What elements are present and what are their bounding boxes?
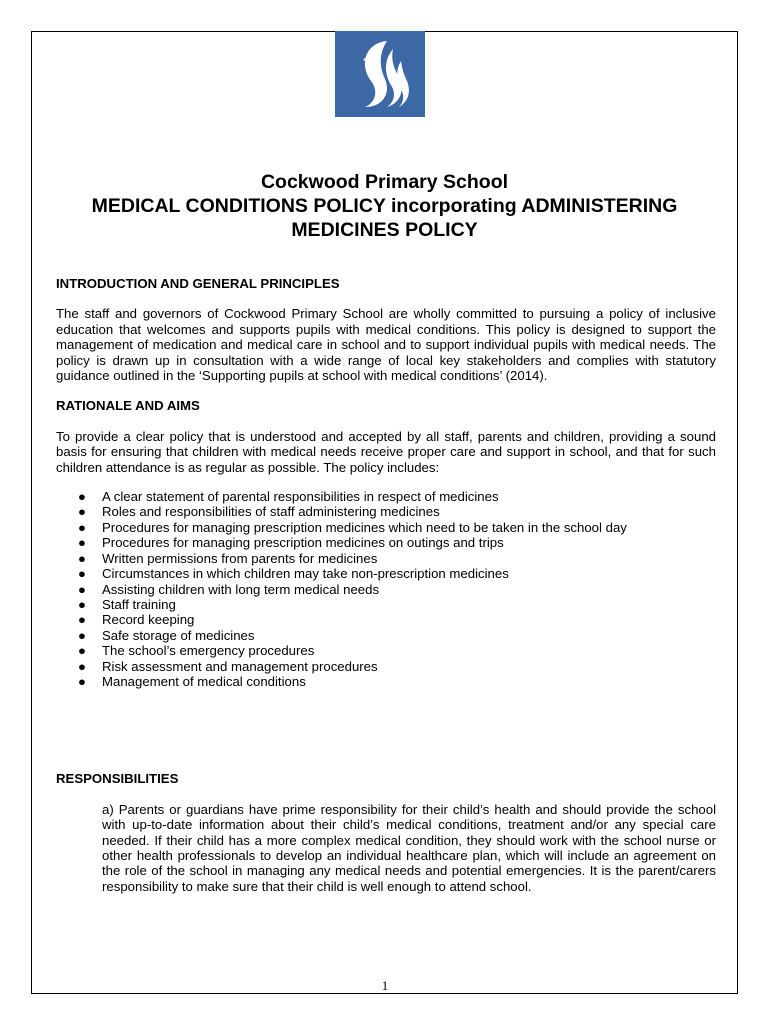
list-item-text: Roles and responsibilities of staff administering medicines: [102, 504, 440, 520]
rationale-paragraph: To provide a clear policy that is understood and accepted by all staff, parents and children, providing a sound basis for ensuring that children with medical needs receive proper care and support in school, and that for such children attendance is as regular as possible. The policy includes:: [56, 428, 716, 475]
list-item-text: Risk assessment and management procedures: [102, 658, 378, 674]
rationale-heading: RATIONALE AND AIMS: [56, 398, 200, 414]
bullet-icon: ●: [78, 612, 86, 628]
list-item: [78, 551, 716, 566]
bullet-icon: ●: [78, 550, 86, 566]
bullet-icon: ●: [78, 519, 86, 535]
title-policy-line2: MEDICINES POLICY: [291, 219, 478, 241]
list-item: [78, 674, 716, 689]
list-item: [78, 628, 716, 643]
list-item-text: Procedures for managing prescription medicines which need to be taken in the school day: [102, 519, 627, 535]
list-item-text: Management of medical conditions: [102, 673, 306, 689]
bullet-icon: ●: [78, 504, 86, 520]
list-item: [78, 582, 716, 597]
list-item-text: Assisting children with long term medical needs: [102, 581, 380, 597]
bullet-icon: ●: [78, 581, 86, 597]
bullet-icon: ●: [78, 673, 86, 689]
bullet-icon: ●: [78, 643, 86, 659]
intro-heading: INTRODUCTION AND GENERAL PRINCIPLES: [56, 276, 340, 291]
document-body: [56, 276, 716, 894]
bullet-icon: ●: [78, 658, 86, 674]
bullet-icon: ●: [78, 627, 86, 643]
responsibility-item-a: a) Parents or guardians have prime responsibility for their child’s health and should provide the school with up-to-date information about their child’s medical conditions, treatment and/or any special care needed. If their child has a more complex medical condition, they should work with the school nurse or other health professionals to develop an individual healthcare plan, which will include an agreement on the role of the school in managing any medical needs and potential emergencies. It is the parent/carers responsibility to make sure that their child is well enough to attend school.: [102, 801, 716, 894]
list-item-text: The school’s emergency procedures: [102, 643, 315, 659]
school-logo: [335, 31, 425, 117]
list-item-text: Staff training: [102, 596, 176, 612]
list-item: [78, 612, 716, 627]
list-item: [78, 643, 716, 658]
responsibilities-heading: RESPONSIBILITIES: [56, 771, 179, 787]
list-item-text: Safe storage of medicines: [102, 627, 255, 643]
list-item-text: Circumstances in which children may take non-prescription medicines: [102, 566, 509, 582]
bullet-icon: ●: [78, 596, 86, 612]
swan-logo-icon: [335, 31, 425, 117]
list-item-text: Written permissions from parents for medicines: [102, 550, 378, 566]
title-school-name: Cockwood Primary School: [260, 171, 509, 193]
bullet-icon: ●: [78, 535, 86, 551]
list-item-text: Record keeping: [102, 612, 195, 628]
bullet-icon: ●: [78, 489, 86, 505]
title-policy-line1: MEDICAL CONDITIONS POLICY incorporating ADMINISTERING: [91, 195, 678, 217]
list-item-text: Procedures for managing prescription medicines on outings and trips: [102, 535, 504, 551]
list-item: [78, 597, 716, 612]
list-item: [78, 504, 716, 519]
list-item-text: A clear statement of parental responsibilities in respect of medicines: [102, 489, 499, 505]
list-item: [78, 520, 716, 535]
list-item: [78, 659, 716, 674]
list-item: [78, 535, 716, 550]
policy-includes-list: [56, 489, 716, 689]
bullet-icon: ●: [78, 566, 86, 582]
intro-paragraph: The staff and governors of Cockwood Primary School are wholly committed to pursuing a policy of inclusive education that welcomes and supports pupils with medical conditions. This policy is designed to support the management of medication and medical care in school and to support individual pupils with medical needs. The policy is drawn up in consultation with a wide range of local key stakeholders and complies with statutory guidance outlined in the ‘Supporting pupils at school with medical conditions’ (2014).: [56, 306, 716, 384]
page-number: 1: [381, 978, 389, 993]
document-title: [31, 170, 738, 242]
list-item: [78, 489, 716, 504]
list-item: [78, 566, 716, 581]
